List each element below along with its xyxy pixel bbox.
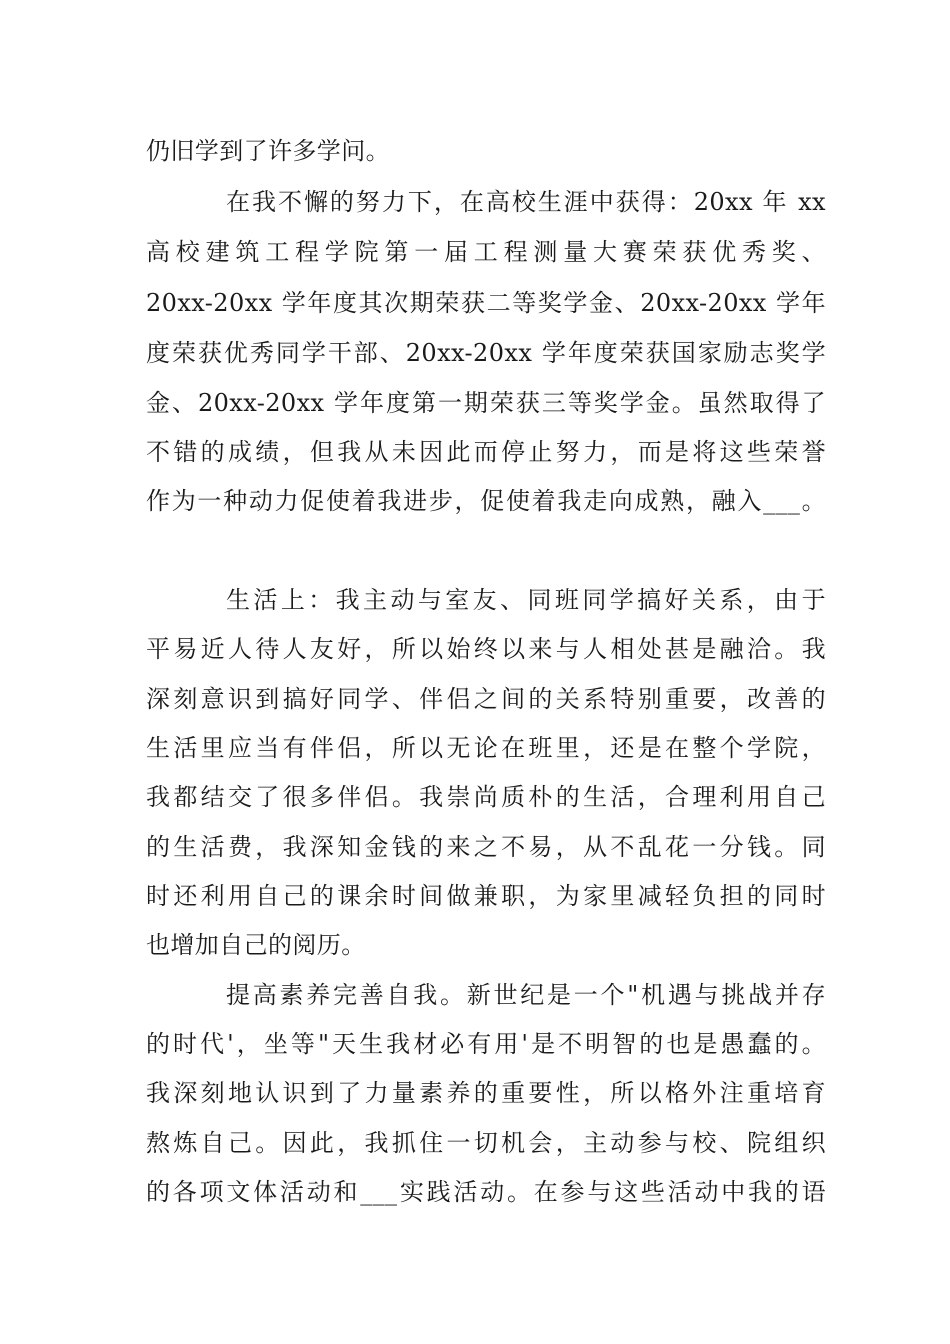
text-line-21: 的各项文体活动和___实践活动。在参与这些活动中我的语 [146,1178,826,1206]
text-line-19: 我深刻地认识到了力量素养的重要性，所以格外注重培育 [146,1079,826,1107]
text-line-13: 我都结交了很多伴侣。我崇尚质朴的生活，合理利用自己 [146,783,826,811]
text-line-14: 的生活费，我深知金钱的来之不易，从不乱花一分钱。同 [146,833,826,861]
text-line-5: 度荣获优秀同学干部、20xx-20xx 学年度荣获国家励志奖学 [146,339,826,367]
text-line-11: 深刻意识到搞好同学、伴侣之间的关系特别重要，改善的 [146,685,826,713]
text-line-8: 作为一种动力促使着我进步，促使着我走向成熟，融入___。 [146,487,826,515]
text-line-16: 也增加自己的阅历。 [146,931,366,959]
text-line-7: 不错的成绩，但我从未因此而停止努力，而是将这些荣誉 [146,438,826,466]
text-line-12: 生活里应当有伴侣，所以无论在班里，还是在整个学院， [146,734,826,762]
text-line-17: 提高素养完善自我。新世纪是一个"机遇与挑战并存 [226,981,826,1009]
text-line-6: 金、20xx-20xx 学年度第一期荣获三等奖学金。虽然取得了 [146,389,826,417]
text-line-18: 的时代'，坐等"天生我材必有用'是不明智的也是愚蠢的。 [146,1030,826,1058]
text-line-20: 熬炼自己。因此，我抓住一切机会，主动参与校、院组织 [146,1129,826,1157]
text-line-9: 生活上：我主动与室友、同班同学搞好关系，由于 [226,586,826,614]
text-line-1: 仍旧学到了许多学问。 [146,137,390,165]
text-line-2: 在我不懈的努力下，在高校生涯中获得：20xx 年 xx [226,188,826,216]
text-line-4: 20xx-20xx 学年度其次期荣获二等奖学金、20xx-20xx 学年 [146,289,826,317]
text-line-10: 平易近人待人友好，所以始终以来与人相处甚是融洽。我 [146,635,826,663]
text-line-15: 时还利用自己的课余时间做兼职，为家里减轻负担的同时 [146,882,826,910]
text-line-3: 高校建筑工程学院第一届工程测量大赛荣获优秀奖、 [146,238,826,266]
